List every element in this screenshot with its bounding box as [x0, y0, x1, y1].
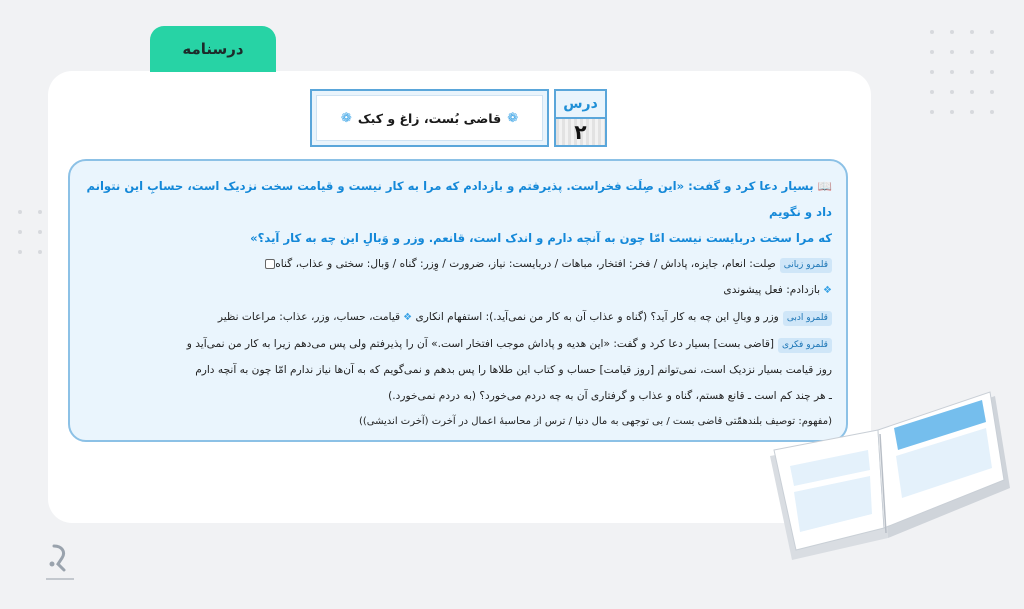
tag-literary: قلمرو ادبی: [783, 311, 832, 326]
baz-line: ❖بازدادم: فعل پیشوندی: [723, 284, 832, 296]
book-icon: 📖: [817, 179, 832, 193]
intellectual-line-3: ـ هر چند کم است ـ قانع هستم، گناه و عذاب و گرفتاری آن به چه دردم می‌خورد؟ (به دردم نمی‌خورد.): [388, 390, 832, 402]
intellectual-line-1: قلمرو فکری[قاضی بست] بسیار دعا کرد و گفت: «این هدیه و پاداش موجب افتخار است.» آن را پذیرفتم ولی پس می‌دهم زیرا به کار من نمی‌آید و: [84, 331, 832, 357]
concept-line: (مفهوم: توصیف بلندهمّتی قاضی بست / بی توجهی به مال دنیا / ترس از محاسبهٔ اعمال در آخرت (آخرت اندیشی)): [358, 416, 832, 427]
vocab-line: قلمرو زبانیصِلت: انعام، جایزه، پاداش / فخر: افتخار، مباهات / دربایست: نیاز، ضرورت / وِزر: گناه / وَبال: سختی و عذاب، گناه: [84, 251, 832, 277]
lesson-number: ۲: [556, 119, 605, 145]
lesson-header: [310, 89, 607, 147]
ornament-icon: ❁: [340, 110, 352, 126]
decorative-dots: [930, 30, 994, 114]
tab-darsnameh[interactable]: درسنامه: [150, 26, 276, 72]
ornament-icon: ❁: [507, 110, 519, 126]
diamond-icon: ❖: [403, 312, 413, 323]
intellectual-line-2: روز قیامت بسیار نزدیک است، نمی‌توانم [روز قیامت] حساب و کتاب این طلاها را پس بدهم و نمی‌گویم که به آن‌ها نیاز ندارم امّا چون به آنچه دارم: [195, 364, 832, 376]
literary-line: قلمرو ادبیوزر و وبالِ این چه به کار آید؟ (گناه و عذاب آن به کار من نمی‌آید.): استفهام انکاری ❖قیامت، حساب، وزر، عذاب: مراعات نظیر: [84, 304, 832, 331]
diamond-icon: ❖: [823, 285, 832, 296]
brand-logo: [40, 540, 80, 585]
checkbox-icon: [265, 259, 275, 269]
tag-linguistic: قلمرو زبانی: [780, 258, 832, 273]
content-panel: [68, 159, 848, 442]
main-text: 📖بسیار دعا کرد و گفت: «این صِلَت فخراست. پذیرفتم و بازدادم که مرا به کار نیست و قیامت سخت نزدیک است، حسابِ این نتوانم داد و نگویم که مرا سخت دربایست نیست امّا چون به آنچه دارم و اندک است، قانعم. وزر و وَبالِ این چه به کار آید؟»: [86, 179, 832, 245]
open-book-image: [760, 388, 1018, 563]
lesson-title: قاضی بُست، زاغ و کبک: [357, 110, 502, 126]
lesson-title-box: [310, 89, 549, 147]
lesson-number-box: [554, 89, 607, 147]
tag-intellectual: قلمرو فکری: [778, 338, 832, 353]
decorative-dots-left: [18, 210, 42, 254]
lesson-word: درس: [556, 91, 605, 119]
